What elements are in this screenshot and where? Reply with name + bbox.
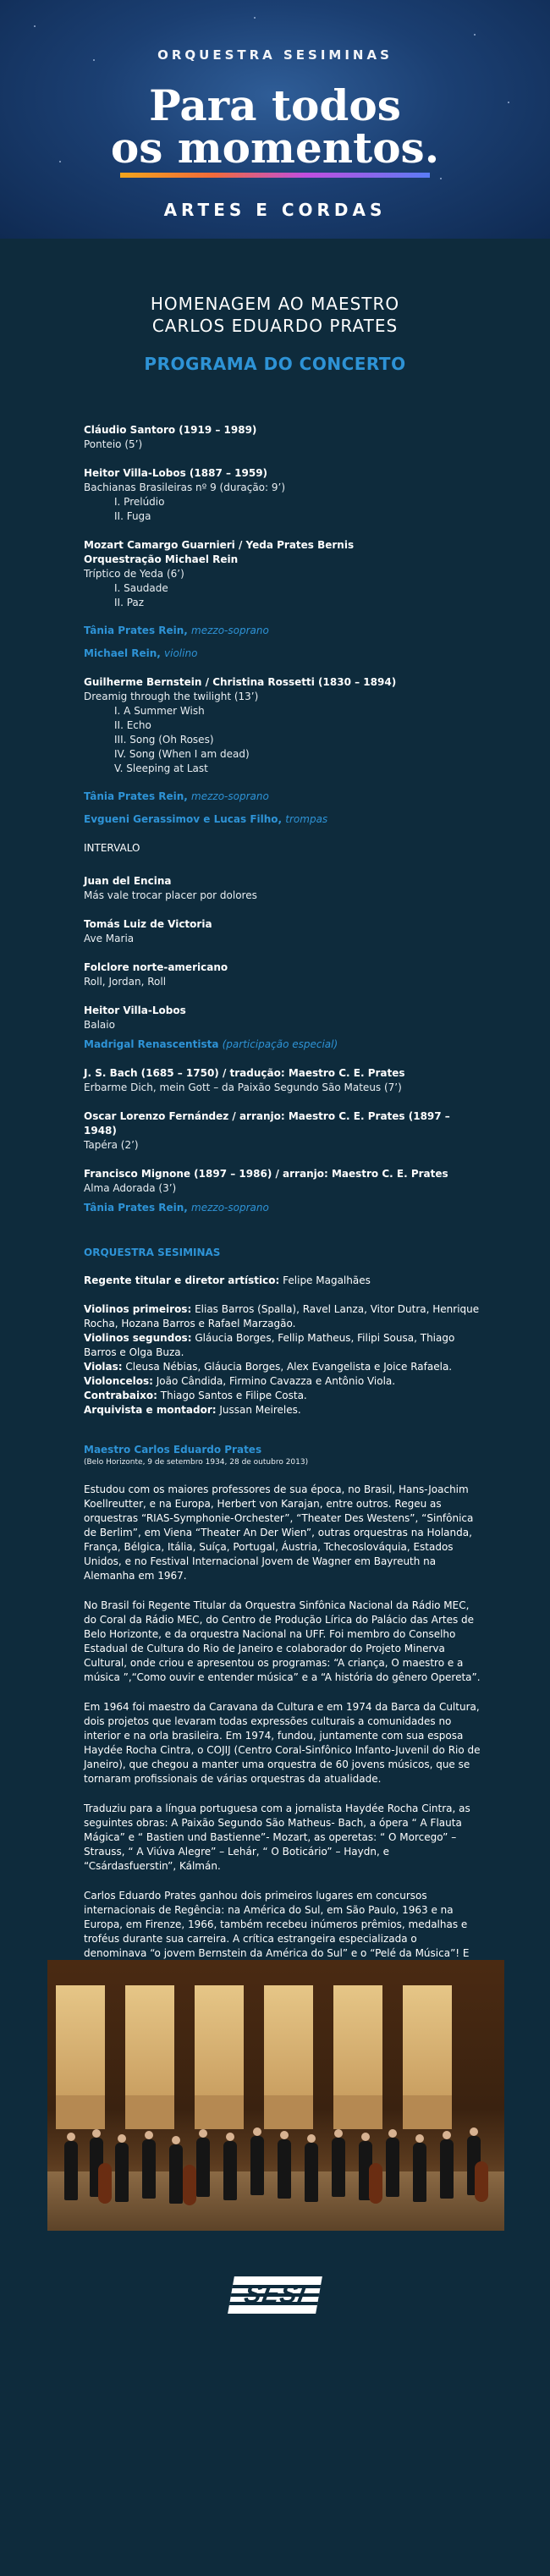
ensemble-line (84, 1360, 481, 1374)
conductor-line (84, 1274, 481, 1288)
performer (84, 812, 481, 827)
performer-name: Tânia Prates Rein, (84, 1202, 188, 1214)
movement: I. Saudade (114, 582, 168, 594)
header-banner (0, 0, 550, 239)
program-item (84, 675, 481, 827)
work: Alma Adorada (3’) (84, 1182, 177, 1194)
headline-line2: os momentos. (110, 123, 440, 173)
movement: I. A Summer Wish (114, 705, 205, 717)
work: Tapéra (2’) (84, 1139, 139, 1151)
composer: Oscar Lorenzo Fernández / arranjo: Maestro C. E. Prates (1897 – 1948) (84, 1110, 450, 1137)
composer: Folclore norte-americano (84, 961, 228, 973)
maestro-bio-dates: (Belo Horizonte, 9 de setembro 1934, 28 de outubro 2013) (84, 1458, 309, 1467)
performer-role: violino (164, 647, 198, 659)
brand-name: ORQUESTRA SESIMINAS (157, 47, 393, 63)
ensemble-line (84, 1374, 481, 1389)
section-members: Gláucia Borges, Fellip Matheus, Filipi Sousa, Thiago Barros e Olga Buza. (84, 1332, 455, 1358)
work: Dreamig through the twilight (13’) (84, 691, 259, 702)
performer-name: Tânia Prates Rein, (84, 625, 188, 636)
performer (84, 647, 481, 661)
performer (84, 624, 481, 638)
headline-line1: Para todos (149, 80, 401, 130)
section-members: Jussan Meireles. (219, 1404, 301, 1416)
work: Ave Maria (84, 933, 135, 944)
section-label: Violas: (84, 1361, 123, 1373)
program-item (84, 1066, 481, 1095)
program-item (84, 874, 481, 903)
section-label: Arquivista e montador: (84, 1404, 217, 1416)
conductor-label: Regente titular e diretor artístico: (84, 1274, 280, 1286)
ensemble-heading: ORQUESTRA SESIMINAS (84, 1247, 221, 1258)
title-line2: CARLOS EDUARDO PRATES (151, 316, 399, 336)
performer-name: Tânia Prates Rein, (84, 790, 188, 802)
rainbow-divider (120, 173, 430, 178)
work: Roll, Jordan, Roll (84, 976, 167, 988)
section-members: Cleusa Nébias, Gláucia Borges, Alex Evangelista e Joice Rafaela. (125, 1361, 453, 1373)
composer: Heitor Villa-Lobos (1887 – 1959) (84, 467, 268, 479)
section-label: Violoncelos: (84, 1375, 153, 1387)
section-members: João Cândida, Firmino Cavazza e Antônio Viola. (156, 1375, 396, 1387)
composer: Cláudio Santoro (1919 – 1989) (84, 424, 257, 436)
composer: Tomás Luiz de Victoria (84, 918, 212, 930)
movement: V. Sleeping at Last (114, 762, 208, 774)
sesi-logo-text: SESI (241, 2281, 309, 2309)
movement: II. Echo (114, 719, 151, 731)
maestro-bio-paragraph: Carlos Eduardo Prates ganhou dois primeiros lugares em concursos internacionais de Regência: na América do Sul, em São Paulo, 1963 e na Europa, em Firenze, 1966, também recebeu inúmeros prêmios, medalhas e troféus durante sua carreira. A crítica estrangeira especializada o denominava “o jovem Bernstein da América do Sul” e o “Pelé da Música”! E (84, 1890, 470, 1959)
work: Erbarme Dich, mein Gott – da Paixão Segundo São Mateus (7’) (84, 1082, 402, 1093)
subbrand: ARTES E CORDAS (163, 200, 387, 220)
composer: Guilherme Bernstein / Christina Rossetti (1830 – 1894) (84, 676, 397, 688)
work: Tríptico de Yeda (6’) (84, 568, 184, 580)
work: Más vale trocar placer por dolores (84, 889, 257, 901)
maestro-bio-heading: Maestro Carlos Eduardo Prates (84, 1444, 262, 1456)
orchestration: Orquestração Michael Rein (84, 553, 239, 565)
performer-name: Michael Rein, (84, 647, 161, 659)
composer: Heitor Villa-Lobos (84, 1005, 186, 1016)
orchestra-photo (47, 1960, 504, 2231)
maestro-bio-paragraph: Estudou com os maiores professores de sua época, no Brasil, Hans-Joachim Koellreutter, e na Europa, Herbert von Karajan, entre outros. Regeu as orquestras “RIAS-Symphonie-Orchester”, “Theater Des Westens”, “Sinfônica de Berlim”, em Viena “Theater An Der Wien”, outras orquestras na Holanda, França, Bélgica, Itália, Suíça, Portugal, Áustria, Tchecoslováquia, Estados Unidos, e no Festival Internacional Jovem de Wagner em Bayreuth na Alemanha em 1967. (84, 1483, 474, 1582)
conductor-name: Felipe Magalhães (283, 1274, 371, 1286)
title-line1: HOMENAGEM AO MAESTRO (150, 294, 400, 314)
program-item (84, 538, 481, 661)
section-label: Violinos segundos: (84, 1332, 192, 1344)
ensemble-line (84, 1302, 481, 1331)
performer-name: Evgueni Gerassimov e Lucas Filho, (84, 813, 283, 825)
section-label: Contrabaixo: (84, 1390, 157, 1401)
ensemble-line (84, 1331, 481, 1360)
performer-name: Madrigal Renascentista (84, 1038, 219, 1050)
program-item (84, 466, 481, 524)
ensemble-line (84, 1403, 481, 1417)
work: Ponteio (5’) (84, 438, 143, 450)
performer-role: mezzo-soprano (191, 625, 269, 636)
movement: II. Paz (114, 597, 145, 608)
program-item (84, 960, 481, 989)
program-item (84, 1004, 481, 1052)
performer-role: trompas (285, 813, 328, 825)
work: Bachianas Brasileiras nº 9 (duração: 9’) (84, 482, 286, 493)
movement: IV. Song (When I am dead) (114, 748, 250, 760)
sesi-logo (228, 2276, 322, 2314)
movement: I. Prelúdio (114, 496, 165, 508)
section-members: Thiago Santos e Filipe Costa. (160, 1390, 307, 1401)
headline (0, 80, 550, 173)
composer: Juan del Encina (84, 875, 172, 887)
program-item (84, 1109, 481, 1153)
performer-role: (participação especial) (222, 1038, 338, 1050)
work: Balaio (84, 1019, 115, 1031)
concert-title (0, 293, 550, 374)
program-item (84, 423, 481, 452)
ensemble-line (84, 1389, 481, 1403)
performer-role: mezzo-soprano (191, 790, 269, 802)
composer: J. S. Bach (1685 – 1750) / tradução: Maestro C. E. Prates (84, 1067, 405, 1079)
movement: III. Song (Oh Roses) (114, 734, 214, 746)
maestro-bio-paragraph: Em 1964 foi maestro da Caravana da Cultura e em 1974 da Barca da Cultura, dois projetos que levaram todas expressões culturais a comunidades no interior e na orla brasileira. Em 1974, fundou, juntamente com sua esposa Haydée Rocha Cintra, o COJIJ (Centro Coral-Sinfônico Infanto-Juvenil do Rio de Janeiro), que chegou a manter uma orquestra de 60 jovens músicos, que se tornaram profissionais de várias orquestras da atualidade. (84, 1701, 481, 1785)
performer (84, 1038, 481, 1052)
maestro-bio-paragraph: No Brasil foi Regente Titular da Orquestra Sinfônica Nacional da Rádio MEC, do Coral da Rádio MEC, do Centro de Produção Lírica do Palácio das Artes de Belo Horizonte, e da orquestra Nacional na UFF. Foi membro do Conselho Estadual de Cultura do Rio de Janeiro e colaborador do Projeto Minerva Cultural, onde criou e apresentou os programas: “A criança, O maestro e a música ”,“Como ouvir e entender música” e a “A história do gênero Opereta”. (84, 1599, 481, 1683)
program-item (84, 917, 481, 946)
performer (84, 790, 481, 804)
maestro-bio-paragraph: Traduziu para a língua portuguesa com a jornalista Haydée Rocha Cintra, as seguintes obras: A Paixão Segundo São Matheus- Bach, a ópera “ A Flauta Mágica” e “ Bastien und Bastienne”- Mozart, as operetas: “ O Morcego” – Strauss, “ A Viúva Alegre” – Lehár, “ O Boticário” – Haydn, e “Csárdasfuerstin”, Kálmán. (84, 1803, 470, 1872)
composer: Mozart Camargo Guarnieri / Yeda Prates Bernis (84, 539, 355, 551)
movement: II. Fuga (114, 510, 151, 522)
section-label: Violinos primeiros: (84, 1303, 192, 1315)
section-members: Elias Barros (Spalla), Ravel Lanza, Vitor Dutra, Henrique Rocha, Hozana Barros e Rafael Marzagão. (84, 1303, 480, 1329)
composer: Francisco Mignone (1897 – 1986) / arranjo: Maestro C. E. Prates (84, 1168, 448, 1180)
interval-label: INTERVALO (84, 842, 140, 854)
program-heading: PROGRAMA DO CONCERTO (144, 354, 406, 374)
performer (84, 1201, 481, 1215)
performer-role: mezzo-soprano (191, 1202, 269, 1214)
program-item (84, 1167, 481, 1215)
